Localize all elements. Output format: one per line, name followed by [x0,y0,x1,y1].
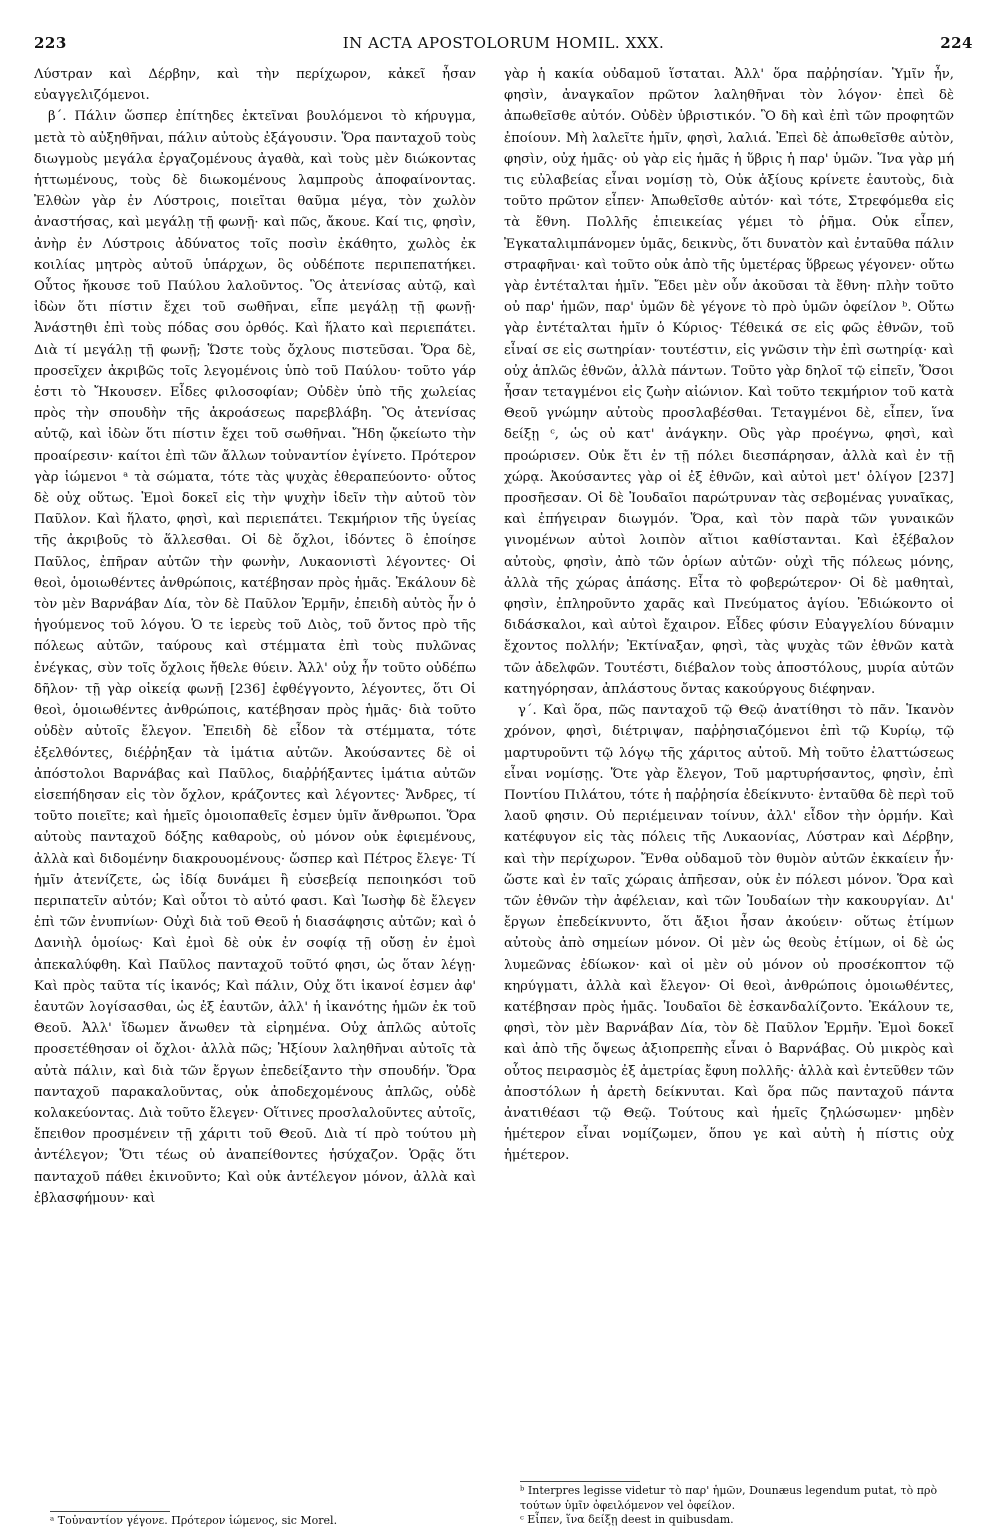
footnote-c: ᶜ Εἶπεν, ἵνα δείξῃ deest in quibusdam. [520,1513,734,1526]
footnote-a: ᵃ Τοὐναντίον γέγονε. Πρότερον ἰώμενος, sic Morel. [50,1514,338,1527]
left-paragraph: β΄. Πάλιν ὥσπερ ἐπίτηδες ἐκτεῖναι βουλόμενοι τὸ κήρυγμα, μετὰ τὸ αὐξηθῆναι, πάλιν αὐτοὺς ἐξάγουσιν. Ὅρα πανταχοῦ τοὺς διωγμοὺς μεγάλα ἐργαζομένους ἀγαθὰ, καὶ τοὺς μὲν διώκοντας ἡττωμένους, τοὺς δὲ διωκομένους λαμπροὺς ἀποφαίνοντας. Ἐλθὼν γὰρ ἐν Λύστροις, ποιεῖται θαῦμα μέγα, τὸν χωλὸν ἀναστήσας, καὶ μεγάλῃ τῇ φωνῇ· καὶ πῶς, ἄκουε. Καί τις, φησὶν, ἀνὴρ ἐν Λύστροις ἀδύνατος τοῖς ποσὶν ἐκάθητο, χωλὸς ἐκ κοιλίας μητρὸς αὐτοῦ ὑπάρχων, ὃς οὐδέποτε περιπεπατήκει. Οὗτος ἤκουσε τοῦ Παύλου λαλοῦντος. Ὃς ἀτενίσας αὐτῷ, καὶ ἰδὼν ὅτι πίστιν ἔχει τοῦ σωθῆναι, εἶπε μεγάλῃ τῇ φωνῇ· Ἀνάστηθι ἐπὶ τοὺς πόδας σου ὀρθός. Καὶ ἥλατο καὶ περιεπάτει. Διὰ τί μεγάλῃ τῇ φωνῇ; Ὥστε τοὺς ὄχλους πιστεῦσαι. Ὅρα δὲ, προσεῖχεν ἀκριβῶς τοῖς λεγομένοις ὑπὸ τοῦ Παύλου· τοῦτο γάρ ἐστι τὸ Ἤκουσεν. Εἶδες φιλοσοφίαν; Οὐδὲν ὑπὸ τῆς χωλείας πρὸς τὴν σπουδὴν τῆς ἀκροάσεως παρεβλάβη. Ὃς ἀτενίσας αὐτῷ, καὶ ἰδὼν ὅτι πίστιν ἔχει τοῦ σωθῆναι. Ἤδη ᾤκείωτο τὴν προαίρεσιν· καίτοι ἐπὶ τῶν ἄλλων τοὐναντίον ἐγίνετο. Πρότερον γὰρ ἰώμενοι ᵃ τὰ σώματα, τότε τὰς ψυχὰς ἐθεραπεύοντο· οὗτος δὲ οὐχ οὕτως. Ἐμοὶ δοκεῖ εἰς τὴν ψυχὴν ἰδεῖν τὴν αὐτοῦ τὸν Παῦλον. Καὶ ἥλατο, φησὶ, καὶ περιεπάτει. Τεκμήριον τῆς ὑγείας τῆς ἀκριβοῦς τὸ ἅλλεσθαι. Οἱ δὲ ὄχλοι, ἰδόντες ὃ ἐποίησε Παῦλος, ἐπῆραν αὐτῶν τὴν φωνὴν, Λυκαονιστὶ λέγοντες· Οἱ θεοὶ, ὁμοιωθέντες ἀνθρώποις, κατέβησαν πρὸς ἡμᾶς. Ἐκάλουν δὲ τὸν μὲν Βαρνάβαν Δία, τὸν δὲ Παῦλον Ἑρμῆν, ἐπειδὴ αὐτὸς ἦν ὁ ἡγούμενος τοῦ λόγου. Ὁ τε ἱερεὺς τοῦ Διὸς, τοῦ ὄντος πρὸ τῆς πόλεως αὐτῶν, ταύρους καὶ στέμματα ἐπὶ τοὺς πυλῶνας ἐνέγκας, σὺν τοῖς ὄχλοις ἤθελε θύειν. Ἀλλ' οὐχ ἦν τοῦτο οὐδέπω δῆλον· τῇ γὰρ οἰκείᾳ φωνῇ [236] ἐφθέγγοντο, λέγοντες, ὅτι Οἱ θεοὶ, ὁμοιωθέντες ἀνθρώποις, κατέβησαν πρὸς ἡμᾶς· διὰ τοῦτο οὐδὲν αὐτοῖς ἔλεγον. Ἐπειδὴ δὲ εἶδον τὰ στέμματα, τότε ἐξελθόντες, διέῤῥηξαν τὰ ἱμάτια αὐτῶν. Ἀκούσαντες δὲ οἱ ἀπόστολοι Βαρνάβας καὶ Παῦλος, διαῤῥήξαντες ἱμάτια αὐτῶν εἰσεπήδησαν εἰς τὸν ὄχλον, κράζοντες καὶ λέγοντες· Ἄνδρες, τί τοῦτο ποιεῖτε; καὶ ἡμεῖς ὁμοιοπαθεῖς ἐσμεν ὑμῖν ἄνθρωποι. Ὅρα αὐτοὺς πανταχοῦ δόξης καθαροὺς, οὐ μόνον οὐκ ἐφιεμένους, ἀλλὰ καὶ διδομένην διακρουομένους· ὥσπερ καὶ Πέτρος ἔλεγε· Τί ἡμῖν ἀτενίζετε, ὡς ἰδίᾳ δυνάμει ἢ εὐσεβείᾳ πεποιηκόσι τοῦ περιπατεῖν αὐτόν; Καὶ οὗτοι τὸ αὐτό φασι. Καὶ Ἰωσὴφ δὲ ἔλεγεν ἐπὶ τῶν ἐνυπνίων· Οὐχὶ διὰ τοῦ Θεοῦ ἡ διασάφησις αὐτῶν; καὶ ὁ Δανιὴλ ὁμοίως· Καὶ ἐμοὶ δὲ οὐκ ἐν σοφίᾳ τῇ οὔσῃ ἐν ἐμοὶ ἀπεκαλύφθη. Καὶ Παῦλος πανταχοῦ τοῦτό φησι, ὡς ὅταν λέγῃ· Καὶ πρὸς ταῦτα τίς ἱκανός; Καὶ πάλιν, Οὐχ ὅτι ἱκανοί ἐσμεν ἀφ' ἑαυτῶν λογίσασθαι, ὡς ἐξ ἑαυτῶν, ἀλλ' ἡ ἱκανότης ἡμῶν ἐκ τοῦ Θεοῦ. Ἀλλ' ἴδωμεν ἄνωθεν τὰ εἰρημένα. Οὐχ ἁπλῶς αὐτοῖς προσετέθησαν οἱ ὄχλοι· ἀλλὰ πῶς; Ἠξίουν λαληθῆναι αὐτοῖς τὰ αὐτὰ πάλιν, καὶ διὰ τῶν ἔργων ἐπεδείξαντο τὴν σπουδήν. Ὅρα πανταχοῦ παρακαλοῦντας, οὐκ ἀποδεχομένους ἁπλῶς, οὐδὲ κολακεύοντας. Διὰ τοῦτο ἔλεγεν· Οἵτινες προσλαλοῦντες αὐτοῖς, ἔπειθον προσμένειν τῇ χάριτι τοῦ Θεοῦ. Διὰ τί πρὸ τούτου μὴ ἀντέλεγον; Ὅτι τέως οὐ ἀναπείθοντες ἡσύχαζον. Ὁρᾷς ὅτι πανταχοῦ πάθει ἐκινοῦντο; Καὶ οὐκ ἀντέλεγον μόνον, ἀλλὰ καὶ ἐβλασφήμουν· καὶ [34,109,476,1206]
left-column [34,64,476,1209]
footnote-rule-right [520,1481,640,1482]
right-column [504,64,954,1167]
left-paragraph: Λύστραν καὶ Δέρβην, καὶ τὴν περίχωρον, κἀκεῖ ἦσαν εὐαγγελιζόμενοι. [34,67,476,104]
running-header [34,34,973,58]
page-number-right: 224 [940,34,973,52]
right-paragraph: γὰρ ἡ κακία οὐδαμοῦ ἵσταται. Ἀλλ' ὅρα παῤῥησίαν. Ὑμῖν ἦν, φησὶν, ἀναγκαῖον πρῶτον λαληθῆναι τὸν λόγον· ἐπεὶ δὲ ἀπωθεῖσθε αὐτόν. Οὐδὲν ὑβριστικόν. Ὃ δὴ καὶ ἐπὶ τῶν προφητῶν ἐποίουν. Μὴ λαλεῖτε ἡμῖν, φησὶ, λαλιά. Ἐπεὶ δὲ ἀπωθεῖσθε αὐτὸν, φησὶν, οὐχ ἡμᾶς· οὐ γὰρ εἰς ἡμᾶς ἡ ὕβρις ἡ παρ' ὑμῶν. Ἵνα γὰρ μή τις εὐλαβείας εἶναι νομίσῃ τὸ, Οὐκ ἀξίους κρίνετε ἑαυτοὺς, διὰ τοῦτο πρῶτον εἶπεν· Ἀπωθεῖσθε αὐτόν· καὶ τότε, Στρεφόμεθα εἰς τὰ ἔθνη. Πολλῆς ἐπιεικείας γέμει τὸ ῥῆμα. Οὐκ εἶπεν, Ἐγκαταλιμπάνομεν ὑμᾶς, δεικνὺς, ὅτι δυνατὸν καὶ ἐνταῦθα πάλιν στραφῆναι· καὶ τοῦτο οὐκ ἀπὸ τῆς ὑμετέρας ὕβρεως γέγονεν· οὕτω γὰρ ἐντέταλται ἡμῖν. Ἔδει μὲν οὖν ἀκοῦσαι τὰ ἔθνη· πλὴν τοῦτο οὐ παρ' ἡμῶν, παρ' ὑμῶν δὲ γέγονε τὸ πρὸ ὑμῶν ὀφείλον ᵇ. Οὕτω γὰρ ἐντέταλται ἡμῖν ὁ Κύριος· Τέθεικά σε εἰς φῶς ἐθνῶν, τοῦ εἶναί σε εἰς σωτηρίαν· τουτέστιν, εἰς γνῶσιν τὴν ἐπὶ σωτηρίᾳ· καὶ οὐχ ἁπλῶς ἐθνῶν, ἀλλὰ πάντων. Τοῦτο γὰρ δηλοῖ τῷ εἰπεῖν, Ὅσοι ἦσαν τεταγμένοι εἰς ζωὴν αἰώνιον. Καὶ τοῦτο τεκμήριον τοῦ κατὰ Θεοῦ γνώμην αὐτοὺς προσλαβέσθαι. Τεταγμένοι δὲ, εἶπεν, ἵνα δείξῃ ᶜ, ὡς οὐ κατ' ἀνάγκην. Οὓς γὰρ προέγνω, φησὶ, καὶ προώρισεν. Οὐκ ἔτι ἐν τῇ πόλει διεσπάρησαν, ἀλλὰ καὶ ἐν τῇ χώρᾳ. Ἀκούσαντες γὰρ οἱ ἐξ ἐθνῶν, καὶ αὐτοὶ μετ' ὀλίγον [237] προσῆεσαν. Οἱ δὲ Ἰουδαῖοι παρώτρυναν τὰς σεβομένας γυναῖκας, καὶ ἐπήγειραν διωγμόν. Ὅρα, καὶ τὸν παρὰ τῶν γυναικῶν γινομένων αὐτοὶ λοιπὸν αἴτιοι καθίστανται. Καὶ ἐξέβαλον αὐτοὺς, φησὶν, ἀπὸ τῶν ὁρίων αὐτῶν· οὐχὶ τῆς πόλεως μόνης, ἀλλὰ τῆς χώρας ἁπάσης. Εἶτα τὸ φοβερώτερον· Οἱ δὲ μαθηταὶ, φησὶν, ἐπληροῦντο χαρᾶς καὶ Πνεύματος ἁγίου. Ἐδιώκοντο οἱ διδάσκαλοι, καὶ αὐτοὶ ἔχαιρον. Εἶδες φύσιν Εὐαγγελίου δύναμιν ἔχοντος πολλήν; Ἐκτίναξαν, φησὶ, τὰς ψυχὰς τῶν ἐθνῶν κατὰ τῶν ἀδελφῶν. Τουτέστι, διέβαλον τοὺς ἀποστόλους, μυρία αὐτῶν κατηγόρησαν, ἀπλάστους ὄντας κακούργους διέφηναν. [504,67,954,697]
footnotes-right [520,1484,965,1528]
page-number-left: 223 [34,34,67,52]
right-paragraph: γ΄. Καὶ ὅρα, πῶς πανταχοῦ τῷ Θεῷ ἀνατίθησι τὸ πᾶν. Ἱκανὸν χρόνον, φησὶ, διέτριψαν, παῤῥησιαζόμενοι ἐπὶ τῷ Κυρίῳ, τῷ μαρτυροῦντι τῷ λόγῳ τῆς χάριτος αὐτοῦ. Μὴ τοῦτο ἐλαττώσεως εἶναι νομίσῃς. Ὅτε γὰρ ἔλεγον, Τοῦ μαρτυρήσαντος, φησὶν, ἐπὶ Ποντίου Πιλάτου, τότε ἡ παῤῥησία ἐδείκνυτο· ἐνταῦθα δὲ περὶ τοῦ λαοῦ φησιν. Οὐ περιέμειναν τοίνυν, ἀλλ' εἶδον τὴν ὁρμήν. Καὶ κατέφυγον εἰς τὰς πόλεις τῆς Λυκαονίας, Λύστραν καὶ Δέρβην, καὶ τὴν περίχωρον. Ἔνθα οὐδαμοῦ τὸν θυμὸν αὐτῶν ἐκκαίειν ἦν· ὥστε καὶ ἐν ταῖς χώραις ἀπῆεσαν, οὐκ ἐν πόλεσι μόνον. Ὅρα καὶ τῶν ἐθνῶν τὴν ἀφέλειαν, καὶ τῶν Ἰουδαίων τὴν κακουργίαν. Δι' ἔργων ἐπεδείκνυντο, ὅτι ἄξιοι ἦσαν ἀκούειν· οὕτως ἐτίμων αὐτοὺς ἀπὸ σημείων μόνον. Οἱ μὲν ὡς θεοὺς ἐτίμων, οἱ δὲ ὡς λυμεῶνας ἐδίωκον· καὶ οἱ μὲν οὐ μόνον οὐ προσέκοπτον τῷ κηρύγματι, ἀλλὰ καὶ ἔλεγον· Οἱ θεοὶ, ἀνθρώποις ὁμοιωθέντες, κατέβησαν πρὸς ἡμᾶς. Ἰουδαῖοι δὲ ἐσκανδαλίζοντο. Ἐκάλουν τε, φησὶ, τὸν μὲν Βαρνάβαν Δία, τὸν δὲ Παῦλον Ἑρμῆν. Ἐμοὶ δοκεῖ καὶ ἀπὸ τῆς ὄψεως ἀξιοπρεπὴς εἶναι ὁ Βαρνάβας. Οὐ μικρὸς καὶ οὗτος πειρασμὸς ἐξ ἀμετρίας ἔφυη πολλῆς· ἀλλὰ καὶ ἐντεῦθεν τῶν ἀποστόλων ἡ ἀρετὴ δείκνυται. Καὶ ὅρα πῶς πανταχοῦ πάντα ἀνατιθέασι τῷ Θεῷ. Τούτους καὶ ἡμεῖς ζηλώσωμεν· μηδὲν ἡμέτερον εἶναι νομίζωμεν, ὅπου γε καὶ αὐτὴ ἡ πίστις οὐχ ἡμέτερον. [504,703,954,1164]
footnote-rule-left [50,1511,170,1512]
footnote-b: ᵇ Interpres legisse videtur τὸ παρ' ἡμῶν, Dounæus legendum putat, τὸ πρὸ τούτων ὑμῖν ὀφειλόμενον vel ὀφείλον. [520,1484,938,1512]
footnotes-left [50,1514,470,1529]
running-title: IN ACTA APOSTOLORUM HOMIL. XXX. [342,34,665,52]
